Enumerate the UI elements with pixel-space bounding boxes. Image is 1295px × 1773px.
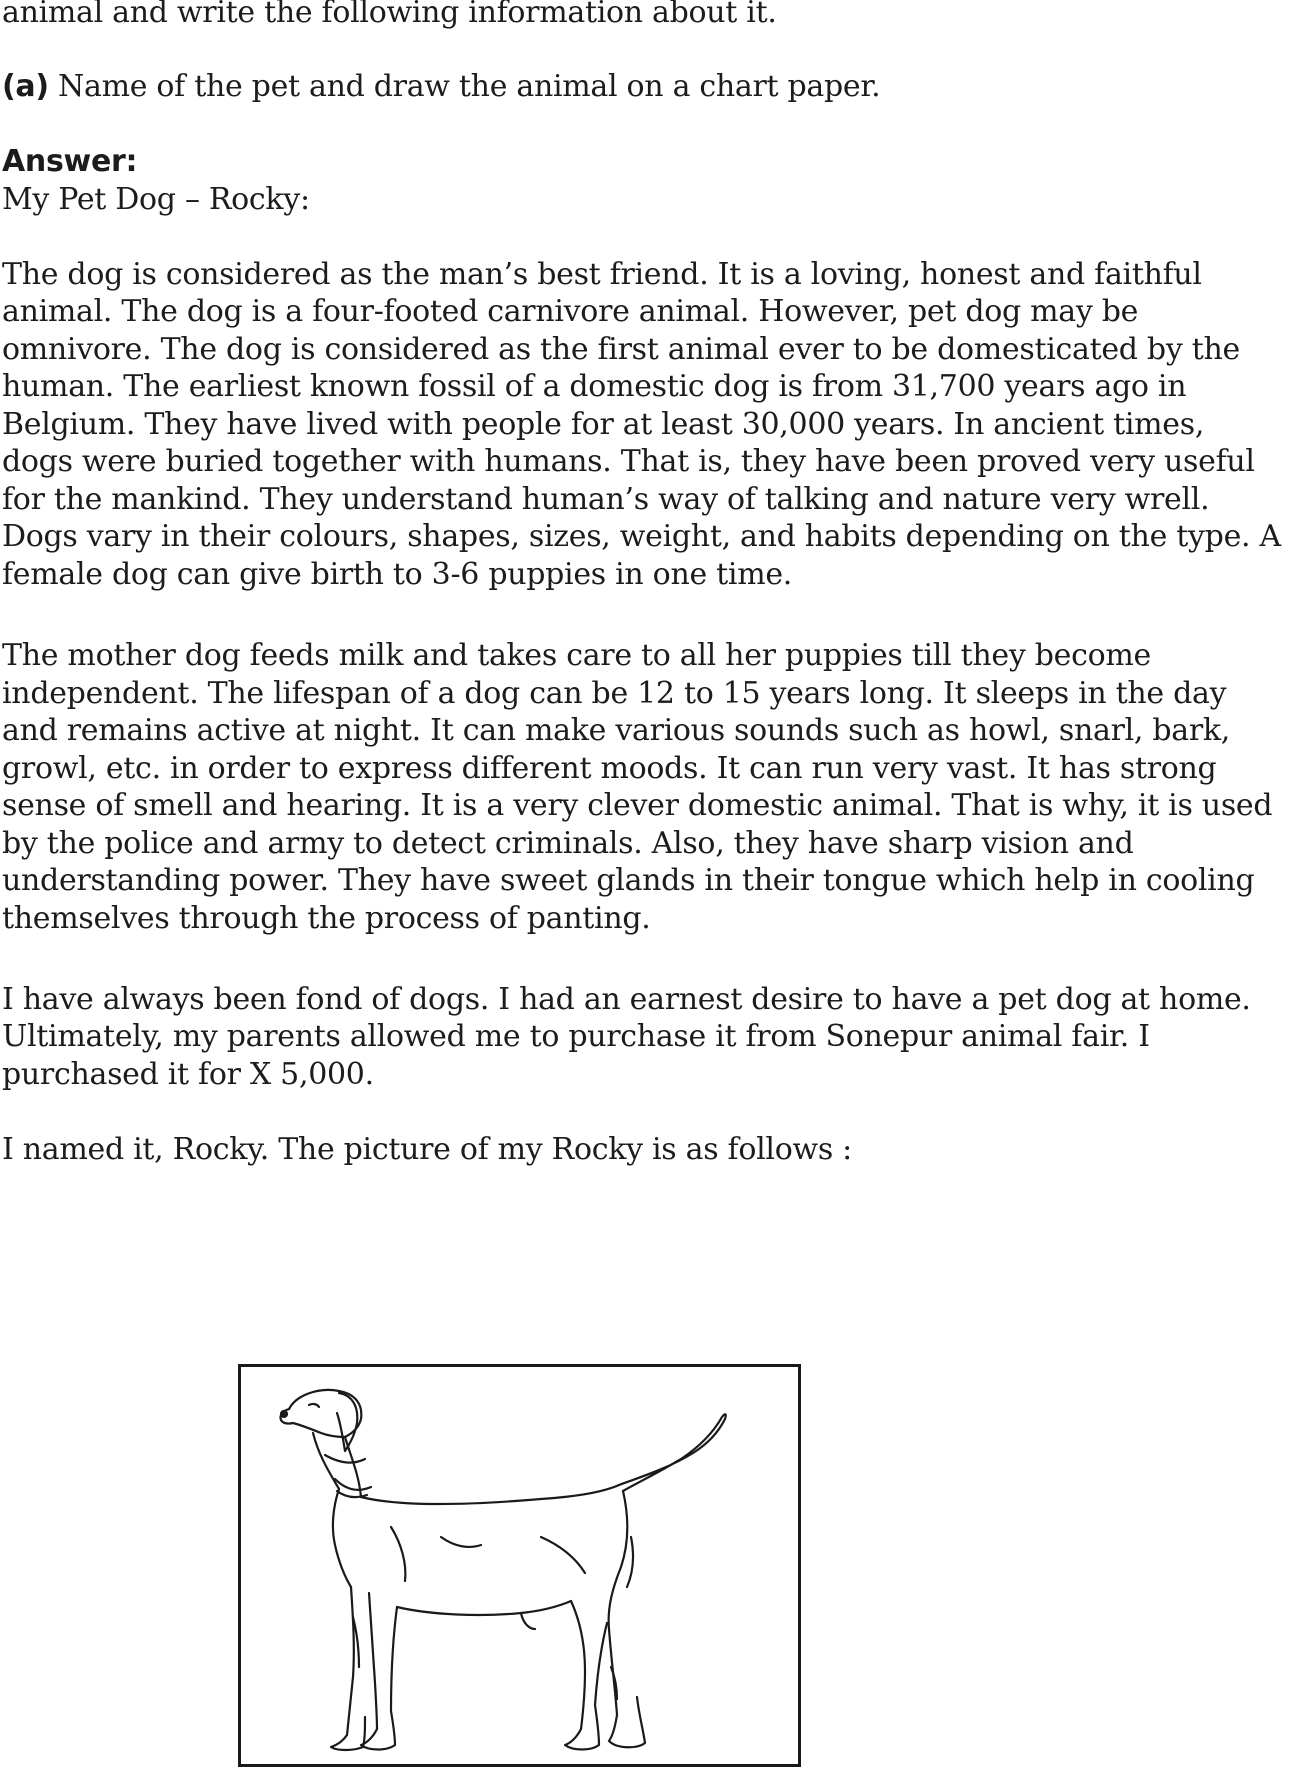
paragraph1-line: human. The earliest known fossil of a domestic dog is from 31,700 years ago in <box>2 369 1187 404</box>
answer-subtitle: My Pet Dog – Rocky: <box>2 182 310 217</box>
paragraph1-line: omnivore. The dog is considered as the first animal ever to be domesticated by the <box>2 332 1240 367</box>
paragraph1-line: Belgium. They have lived with people for at least 30,000 years. In ancient times, <box>2 407 1205 442</box>
paragraph1-line: female dog can give birth to 3-6 puppies in one time. <box>2 557 793 592</box>
paragraph3-line: Ultimately, my parents allowed me to purchase it from Sonepur animal fair. I <box>2 1019 1150 1054</box>
paragraph1-line: for the mankind. They understand human’s way of talking and nature very wrell. <box>2 482 1210 517</box>
paragraph3-line: purchased it for X 5,000. <box>2 1057 374 1092</box>
dog-illustration-icon <box>241 1367 798 1764</box>
paragraph2-line: independent. The lifespan of a dog can be 12 to 15 years long. It sleeps in the day <box>2 676 1227 711</box>
answer-heading: Answer: <box>2 144 138 179</box>
dog-picture-frame <box>238 1364 801 1767</box>
paragraph2-line: sense of smell and hearing. It is a very clever domestic animal. That is why, it is used <box>2 788 1273 823</box>
paragraph1-line: Dogs vary in their colours, shapes, sizes, weight, and habits depending on the type. A <box>2 519 1281 554</box>
paragraph2-line: growl, etc. in order to express different moods. It can run very vast. It has strong <box>2 751 1217 786</box>
paragraph2-line: by the police and army to detect criminals. Also, they have sharp vision and <box>2 826 1134 861</box>
question-label: (a) <box>2 69 49 104</box>
paragraph2-line: understanding power. They have sweet glands in their tongue which help in cooling <box>2 863 1255 898</box>
paragraph2-line: The mother dog feeds milk and takes care to all her puppies till they become <box>2 638 1151 673</box>
paragraph4: I named it, Rocky. The picture of my Rocky is as follows : <box>2 1132 852 1167</box>
paragraph1-line: The dog is considered as the man’s best friend. It is a loving, honest and faithful <box>2 257 1202 292</box>
paragraph2-line: themselves through the process of panting. <box>2 901 651 936</box>
intro-line: animal and write the following information about it. <box>2 0 777 30</box>
question-a <box>2 66 880 108</box>
paragraph3-line: I have always been fond of dogs. I had an earnest desire to have a pet dog at home. <box>2 982 1251 1017</box>
paragraph1-line: animal. The dog is a four-footed carnivore animal. However, pet dog may be <box>2 294 1139 329</box>
question-text: Name of the pet and draw the animal on a chart paper. <box>58 69 881 104</box>
paragraph1-line: dogs were buried together with humans. That is, they have been proved very useful <box>2 444 1255 479</box>
paragraph2-line: and remains active at night. It can make various sounds such as howl, snarl, bark, <box>2 713 1231 748</box>
